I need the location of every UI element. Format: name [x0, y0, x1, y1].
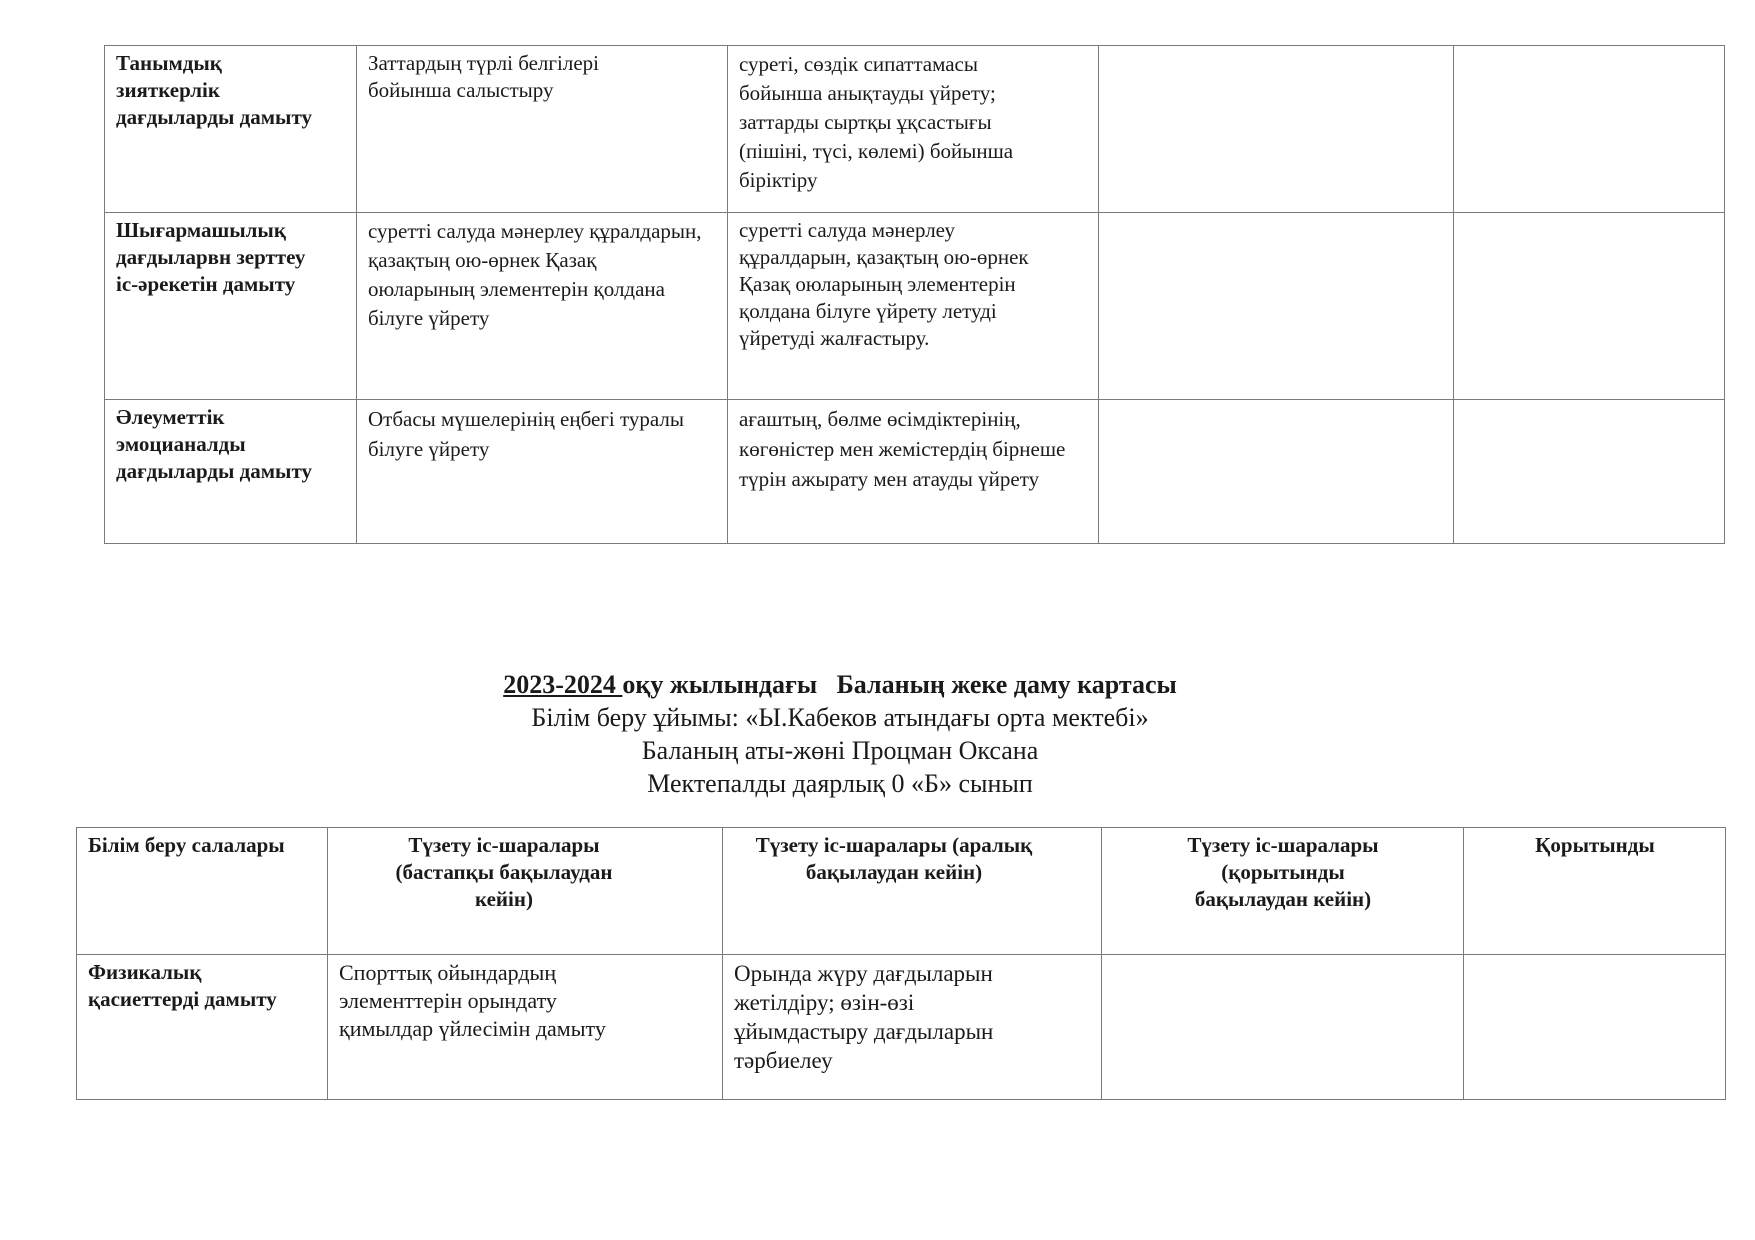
initial-measures-text: Спорттық ойындардың элементтерін орындату қимылдар үйлесімін дамыту: [339, 960, 606, 1041]
initial-measures-cell: [357, 400, 728, 544]
area-cell: [105, 213, 357, 400]
academic-year: 2023-2024: [503, 670, 623, 699]
organization-line: Білім беру ұйымы: «Ы.Кабеков атындағы орта мектебі»: [531, 703, 1149, 732]
area-cell: [105, 400, 357, 544]
table-row: [105, 213, 1725, 400]
initial-measures-cell: [357, 46, 728, 213]
interim-measures-cell: [728, 213, 1099, 400]
table-row: [105, 46, 1725, 213]
card-heading: оқу жылындағы Баланың жеке даму картасы: [622, 670, 1177, 699]
card-title: [0, 668, 1680, 701]
area-label: Әлеуметтік эмоцианалды дағдыларды дамыту: [116, 405, 312, 483]
initial-measures-cell: [357, 213, 728, 400]
header-conclusion-label: Қорытынды: [1535, 833, 1655, 857]
conclusion-cell: [1454, 46, 1725, 213]
header-final-label: Түзету іс-шаралары (қорытынды бақылаудан кейін): [1187, 833, 1379, 911]
table-row: [77, 955, 1726, 1100]
table-header-row: [77, 828, 1726, 955]
header-area: [77, 828, 328, 955]
development-table-continued: [104, 45, 1725, 544]
initial-measures-text: суретті салуда мәнерлеу құралдарын, қазақтың ою-өрнек Қазақ оюларының элементерін қолдана білуге үйрету: [368, 219, 702, 330]
interim-measures-text: ағаштың, бөлме өсімдіктерінің, көгөністер мен жемістердің бірнеше түрін ажырату мен атауды үйрету: [739, 407, 1066, 491]
interim-measures-cell: [728, 46, 1099, 213]
conclusion-cell: [1454, 400, 1725, 544]
area-cell: [77, 955, 328, 1100]
area-cell: [105, 46, 357, 213]
header-area-label: Білім беру салалары: [88, 833, 285, 857]
header-interim: [723, 828, 1102, 955]
interim-measures-text: суретті салуда мәнерлеу құралдарын, қазақтың ою-өрнек Қазақ оюларының элементерін қолдана білуге үйрету летуді үйретуді жалғастыру.: [739, 218, 1029, 350]
area-label: Физикалық қасиеттерді дамыту: [88, 960, 277, 1011]
final-measures-cell: [1099, 46, 1454, 213]
conclusion-cell: [1464, 955, 1726, 1100]
area-label: Шығармашылық дағдыларвн зерттеу іс-әрекетін дамыту: [116, 218, 306, 296]
final-measures-cell: [1099, 400, 1454, 544]
header-initial: [328, 828, 723, 955]
header-initial-label: Түзету іс-шаралары (бастапқы бақылаудан кейін): [395, 833, 613, 911]
interim-measures-cell: [728, 400, 1099, 544]
initial-measures-text: Заттардың түрлі белгілері бойынша салыстыру: [368, 51, 599, 102]
table-row: [105, 400, 1725, 544]
class-line: Мектепалды даярлық 0 «Б» сынып: [647, 769, 1033, 798]
initial-measures-cell: [328, 955, 723, 1100]
interim-measures-text: суреті, сөздік сипаттамасы бойынша анықтауды үйрету; заттарды сыртқы ұқсастығы (пішіні, түсі, көлемі) бойынша біріктіру: [739, 52, 1014, 192]
header-final: [1102, 828, 1464, 955]
interim-measures-cell: [723, 955, 1102, 1100]
child-name-line: Баланың аты-жөні Процман Оксана: [641, 736, 1039, 765]
header-interim-label: Түзету іс-шаралары (аралық бақылаудан кейін): [755, 833, 1033, 884]
area-label: Танымдық зияткерлік дағдыларды дамыту: [116, 51, 312, 129]
header-conclusion: [1464, 828, 1726, 955]
development-card-table: [76, 827, 1726, 1100]
card-title-block: [0, 668, 1680, 800]
interim-measures-text: Орында жүру дағдыларын жетілдіру; өзін-өзі ұйымдастыру дағдыларын тәрбиелеу: [734, 961, 994, 1073]
conclusion-cell: [1454, 213, 1725, 400]
final-measures-cell: [1099, 213, 1454, 400]
initial-measures-text: Отбасы мүшелерінің еңбегі туралы білуге үйрету: [368, 407, 684, 461]
final-measures-cell: [1102, 955, 1464, 1100]
